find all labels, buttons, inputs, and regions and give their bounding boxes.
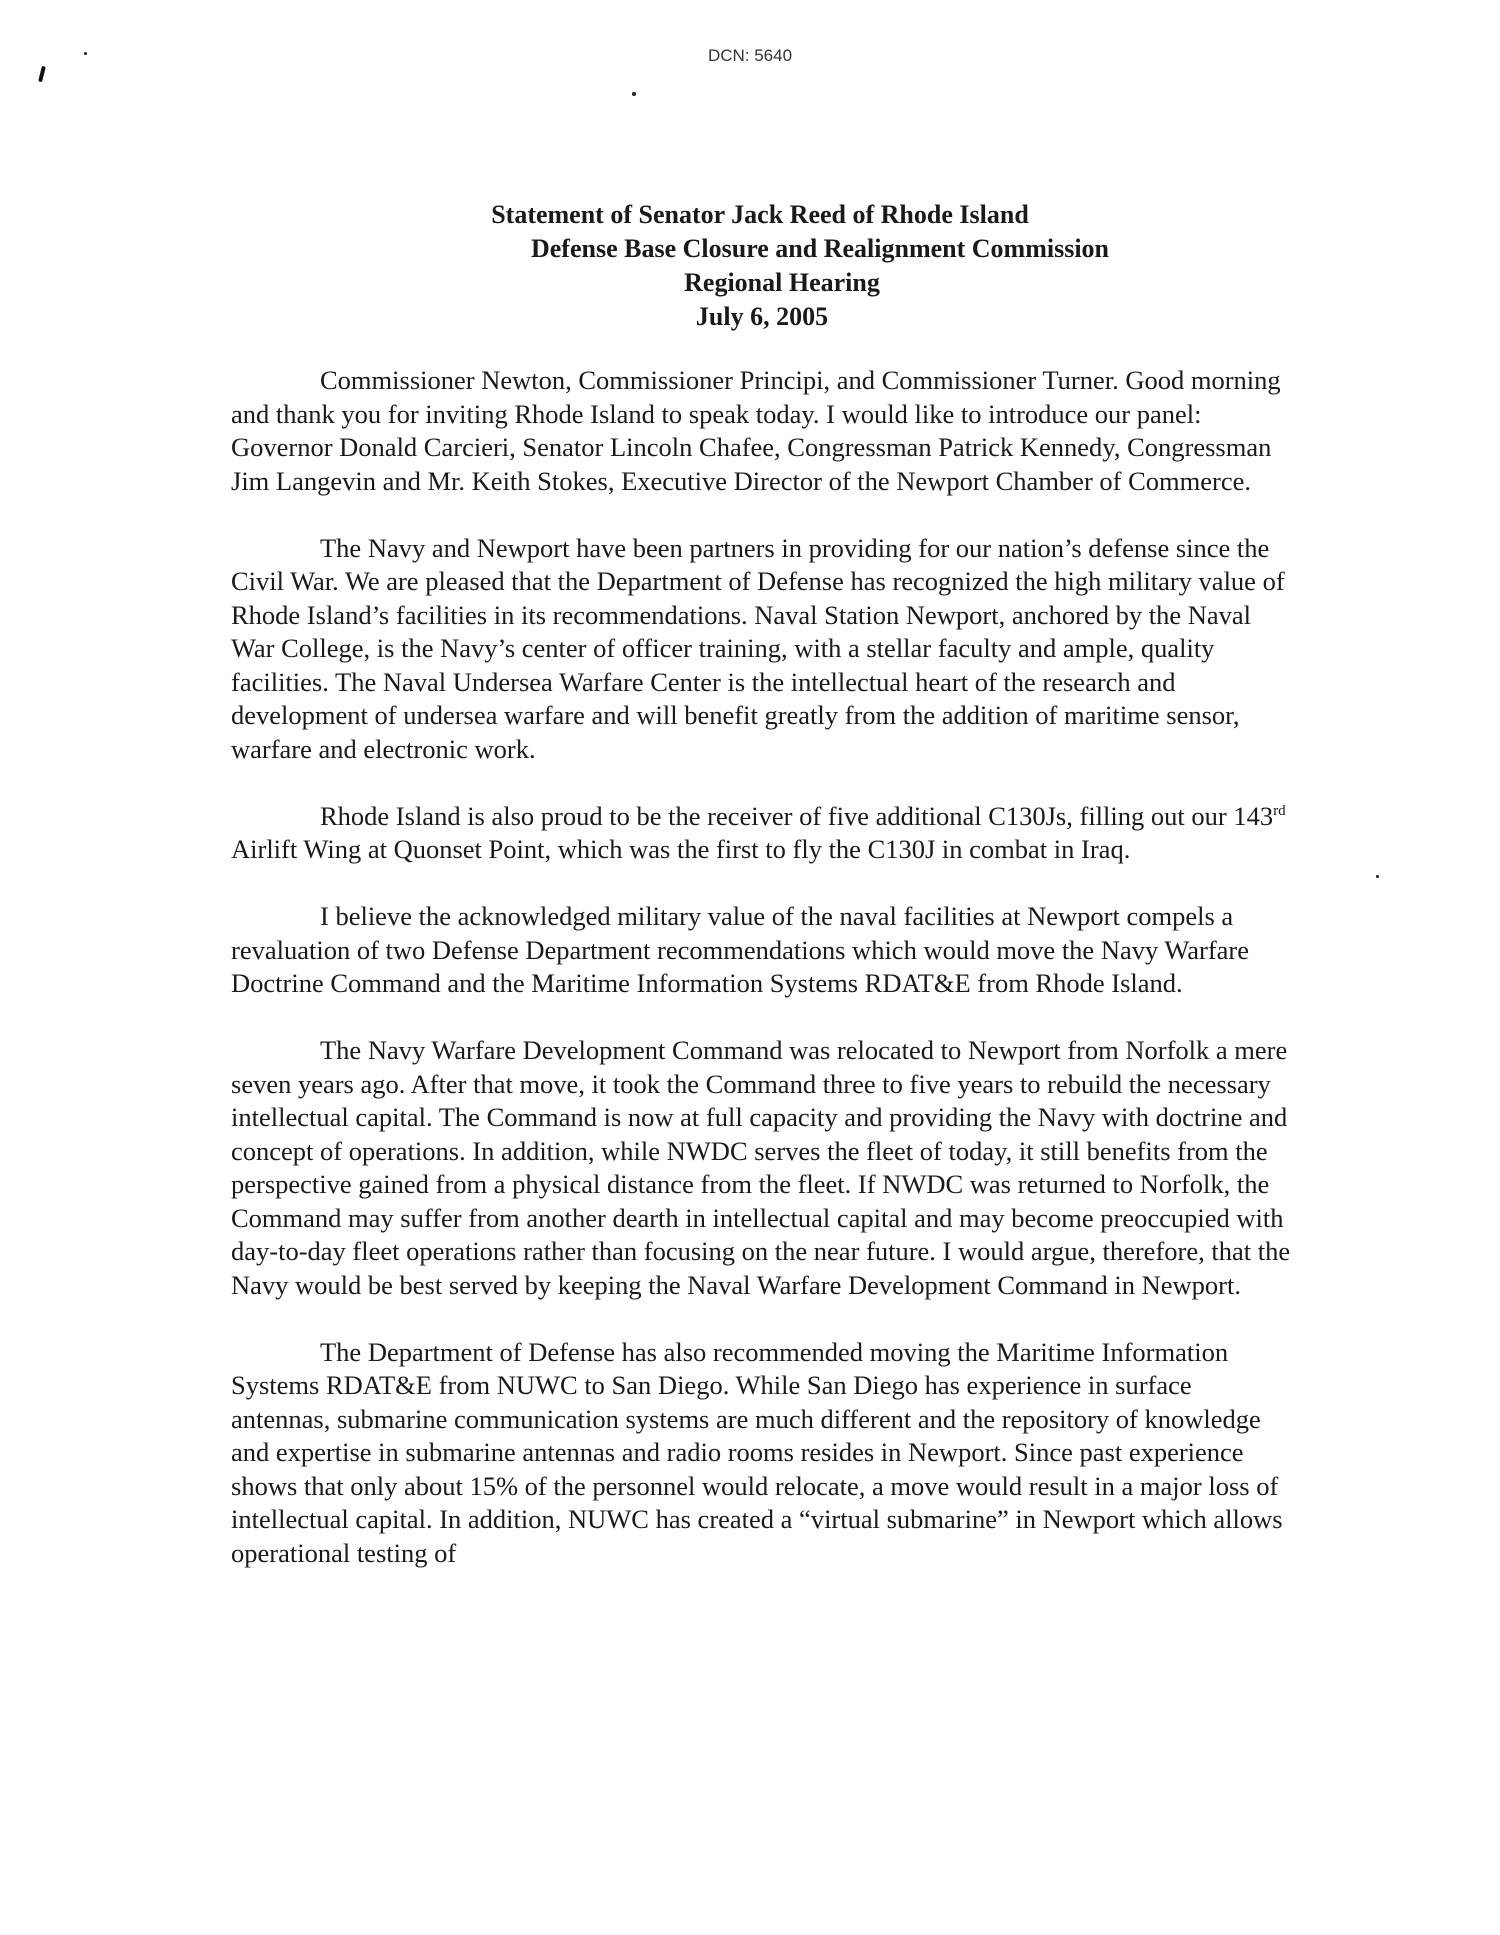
document-control-number: DCN: 5640 [707,46,793,65]
title-line-4: July 6, 2005 [695,302,829,331]
paragraph-3 [231,800,1291,867]
paragraph-6: The Department of Defense has also recommended moving the Maritime Information Systems RDAT&E from NUWC to San Diego. While San Diego has experience in surface antennas, submarine communication systems are much different and the repository of knowledge and expertise in submarine antennas and radio rooms resides in Newport. Since past experience shows that only about 15% of the personnel would relocate, a move would result in a major loss of intellectual capital. In addition, NUWC has created a “virtual submarine” in Newport which allows operational testing of [231,1336,1283,1568]
paragraph-3-text-a: Rhode Island is also proud to be the receiver of five additional C130Js, filling out our 143 [320,800,1274,831]
statement-title [0,198,1500,334]
title-line-2: Defense Base Closure and Realignment Commission [530,234,1110,263]
paragraph-4: I believe the acknowledged military value of the naval facilities at Newport compels a revaluation of two Defense Department recommendations which would move the Navy Warfare Doctrine Command and the Maritime Information Systems RDAT&E from Rhode Island. [231,901,1250,998]
title-line-3: Regional Hearing [684,268,880,297]
paragraph-1: Commissioner Newton, Commissioner Principi, and Commissioner Turner. Good morning and thank you for inviting Rhode Island to speak today. I would like to introduce our panel: Governor Donald Carcieri, Senator Lincoln Chafee, Congressman Patrick Kennedy, Congressman Jim Langevin and Mr. Keith Stokes, Executive Director of the Newport Chamber of Commerce. [231,365,1281,496]
scan-speck [84,52,87,55]
scan-mark [38,66,46,82]
paragraph-3-text-b: Airlift Wing at Quonset Point, which was the first to fly the C130J in combat in Iraq. [231,834,1131,864]
ordinal-superscript: rd [1273,802,1286,819]
paragraph-2: The Navy and Newport have been partners in providing for our nation’s defense since the Civil War. We are pleased that the Department of Defense has recognized the high military value of Rhode Island’s facilities in its recommendations. Naval Station Newport, anchored by the Naval War College, is the Navy’s center of officer training, with a stellar faculty and ample, quality facilities. The Naval Undersea Warfare Center is the intellectual heart of the research and development of undersea warfare and will benefit greatly from the addition of maritime sensor, warfare and electronic work. [231,532,1285,764]
statement-body [231,364,1291,1604]
scan-speck [1376,875,1379,878]
title-line-1: Statement of Senator Jack Reed of Rhode Island [491,200,1029,229]
paragraph-5: The Navy Warfare Development Command was relocated to Newport from Norfolk a mere seven years ago. After that move, it took the Command three to five years to rebuild the necessary intellectual capital. The Command is now at full capacity and providing the Navy with doctrine and concept of operations. In addition, while NWDC serves the fleet of today, it still benefits from the perspective gained from a physical distance from the fleet. If NWDC was returned to Norfolk, the Command may suffer from another dearth in intellectual capital and may become preoccupied with day-to-day fleet operations rather than focusing on the near future. I would argue, therefore, that the Navy would be best served by keeping the Naval Warfare Development Command in Newport. [231,1035,1291,1300]
scan-speck [632,92,636,96]
